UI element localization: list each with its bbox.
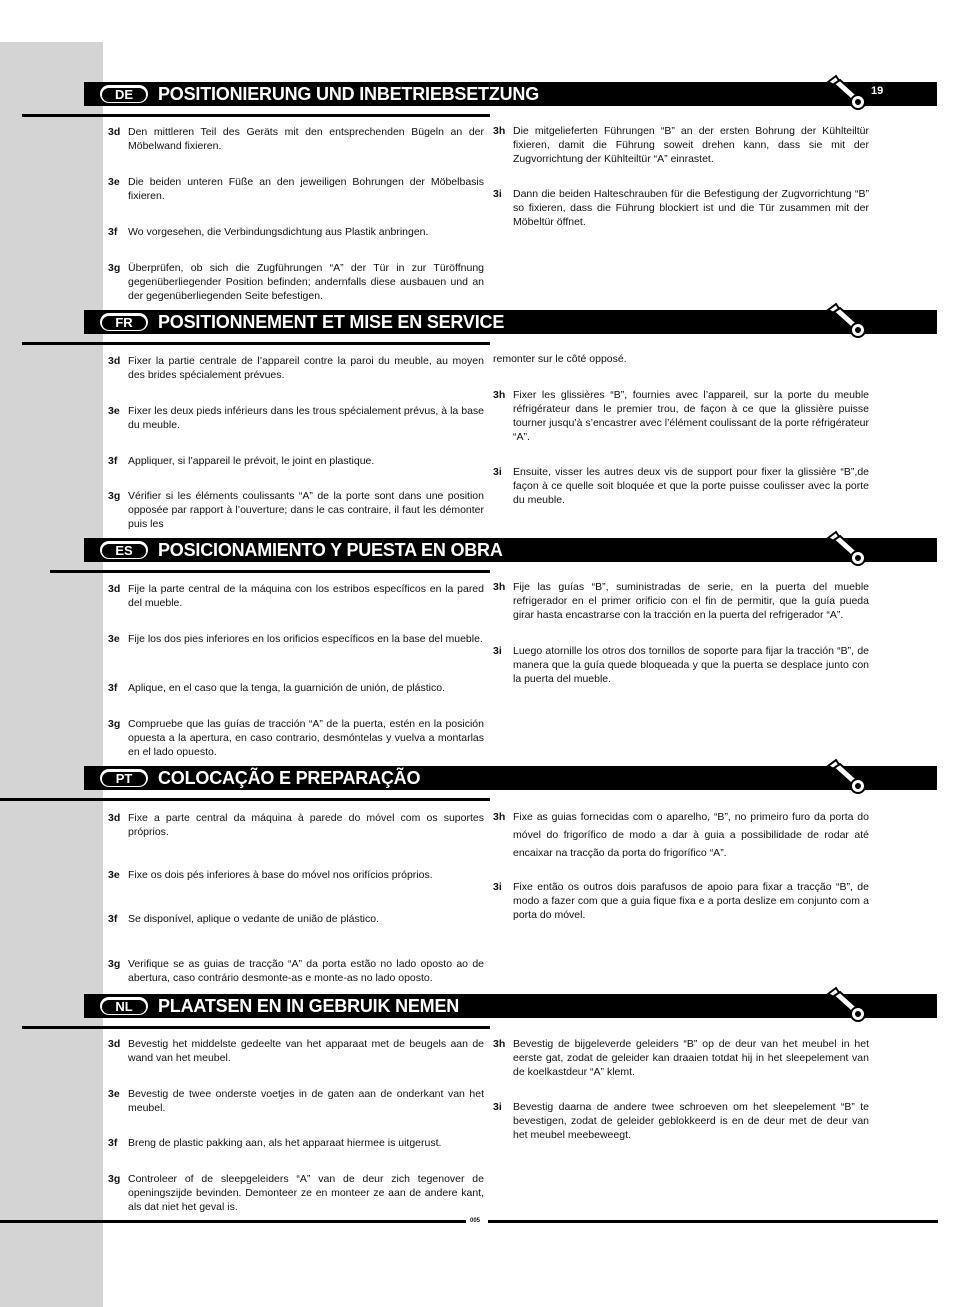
left-gray-margin bbox=[0, 42, 103, 1307]
list-item: 3h Die mitgelieferten Führungen “B” an der ersten Bohrung der Kühlteiltür fixieren, damit die Führung soweit drehen kann, dass sie mit der Zugvorrichtung der Kühlteiltür “A” einrastet. bbox=[493, 125, 869, 165]
section-title: POSITIONNEMENT ET MISE EN SERVICE bbox=[158, 312, 505, 332]
list-item: 3i Dann die beiden Halteschrauben für die Befestigung der Zugvorrichtung “B” so fixieren, dass die Führung blockiert ist und die Tür zusammen mit der Möbeltür öffnet. bbox=[493, 188, 869, 228]
wrench-icon bbox=[824, 756, 868, 796]
list-item: 3g Compruebe que las guías de tracción “A” de la puerta, estén en la posición opuesta a la apertura, en caso contrario, desmóntelas y vuelva a montarlas en el lado opuesto. bbox=[108, 718, 484, 758]
list-item: 3f Wo vorgesehen, die Verbindungsdichtung aus Plastik anbringen. bbox=[108, 226, 429, 238]
wrench-icon bbox=[824, 528, 868, 568]
page-number: 19 bbox=[871, 85, 884, 97]
language-badge: ES bbox=[100, 541, 148, 559]
section-rule bbox=[50, 570, 490, 573]
wrench-icon bbox=[824, 72, 868, 112]
list-item: 3i Ensuite, visser les autres deux vis de support pour fixer la glissière “B”,de façon à ce quelle soit bloquée et que la porte puisse coulisser avec la porte du meuble. bbox=[493, 466, 869, 506]
section-rule bbox=[0, 798, 490, 801]
wrench-icon bbox=[824, 984, 868, 1024]
list-item: 3i Fixe então os outros dois parafusos de apoio para fixar a tracção “B”, de modo a fazer com que a guia fique fixa e a porta deslize em conjunto com a porta do móvel. bbox=[493, 881, 869, 921]
list-item: 3f Appliquer, si l’appareil le prévoit, le joint en plastique. bbox=[108, 455, 375, 467]
section-title: POSICIONAMIENTO Y PUESTA EN OBRA bbox=[158, 540, 503, 560]
list-item: 3d Bevestig het middelste gedeelte van het apparaat met de beugels aan de wand van het meubel. bbox=[108, 1038, 484, 1064]
list-item: 3d Fixer la partie centrale de l’appareil contre la paroi du meuble, au moyen des brides spécialement prévues. bbox=[108, 355, 484, 381]
footer-code: 005 bbox=[470, 1218, 481, 1224]
list-item: 3e Fixer les deux pieds inférieurs dans les trous spécialement prévus, à la base du meuble. bbox=[108, 405, 484, 431]
section-rule bbox=[22, 342, 490, 345]
list-item: 3h Bevestig de bijgeleverde geleiders “B” op de deur van het meubel in het eerste gat, zodat de geleider kan draaien totdat hij in het sleepelement van de koelkastdeur “A” klemt. bbox=[493, 1038, 869, 1078]
list-item: 3e Bevestig de twee onderste voetjes in de gaten aan de onderkant van het meubel. bbox=[108, 1088, 484, 1114]
list-item: 3h Fixer les glissières “B”, fournies avec l’appareil, sur la porte du meuble réfrigérateur dans le premier trou, de façon à ce que la glissière puisse tourner jusqu’à s’encastrer avec l’élément coulissant de la porte réfrigérateur “A”. bbox=[493, 389, 870, 443]
section-title: COLOCAÇÃO E PREPARAÇÃO bbox=[158, 768, 421, 788]
section-title: PLAATSEN EN IN GEBRUIK NEMEN bbox=[158, 996, 460, 1016]
list-item: 3f Breng de plastic pakking aan, als het apparaat hiermee is uitgerust. bbox=[108, 1137, 442, 1149]
list-item: 3f Aplique, en el caso que la tenga, la guarnición de unión, de plástico. bbox=[108, 682, 445, 694]
list-item: 3f Se disponível, aplique o vedante de união de plástico. bbox=[108, 913, 380, 925]
continued-text: remonter sur le côté opposé. bbox=[493, 353, 627, 365]
list-item: 3i Luego atornille los otros dos tornillos de soporte para fijar la tracción “B”, de manera que la guía quede bloqueada y que la puerta se desplace junto con la puerta del mueble. bbox=[493, 645, 869, 685]
section-rule bbox=[22, 114, 490, 117]
section-rule bbox=[22, 1026, 490, 1029]
list-item: 3e Fixe os dois pés inferiores à base do móvel nos orifícios próprios. bbox=[108, 869, 433, 881]
language-badge: FR bbox=[100, 313, 148, 331]
language-badge: NL bbox=[100, 997, 148, 1015]
list-item: 3g Controleer of de sleepgeleiders “A” van de deur zich tegenover de openingszijde bevinden. Demonteer ze en monteer ze aan de andere kant, als dat niet het geval is. bbox=[108, 1173, 484, 1213]
language-badge: DE bbox=[100, 85, 148, 103]
section-title: POSITIONIERUNG UND INBETRIEBSETZUNG bbox=[158, 84, 540, 104]
list-item: 3e Fije los dos pies inferiores en los orificios específicos en la base del mueble. bbox=[108, 633, 483, 645]
list-item: 3e Die beiden unteren Füße an den jeweiligen Bohrungen der Möbelbasis fixieren. bbox=[108, 176, 484, 202]
list-item: 3i Bevestig daarna de andere twee schroeven om het sleepelement “B” te bevestigen, zodat de geleider geblokkeerd is en de deur met de deur van het meubel meebeweegt. bbox=[493, 1101, 869, 1141]
wrench-icon bbox=[824, 300, 868, 340]
list-item: 3g Vérifier si les éléments coulissants “A” de la porte sont dans une position opposée par rapport à l’ouverture; dans le cas contraire, il faut les démonter puis les bbox=[108, 490, 484, 530]
list-item: 3d Den mittleren Teil des Geräts mit den entsprechenden Bügeln an der Möbelwand fixieren. bbox=[108, 126, 484, 152]
footer-rule-left bbox=[0, 1220, 466, 1223]
list-item: 3h Fije las guías “B”, suministradas de serie, en la puerta del mueble refrigerador en el primer orificio con el fin de permitir, que la guía pueda girar hasta encastrarse con la tracción en la puerta del refrigerador “A”. bbox=[493, 581, 869, 621]
list-item: 3g Verifique se as guias de tracção “A” da porta estão no lado oposto ao de abertura, caso contrário desmonte-as e monte-as no lado oposto. bbox=[108, 958, 484, 984]
list-item: 3h Fixe as guias fornecidas com o aparelho, “B”, no primeiro furo da porta do móvel do frigorífico de modo a dar à guia a possibilidade de rodar até encaixar na tracção da porta do frigorífico “A”. bbox=[493, 811, 869, 859]
list-item: 3d Fije la parte central de la máquina con los estribos específicos en la pared del mueble. bbox=[108, 583, 484, 609]
list-item: 3g Überprüfen, ob sich die Zugführungen “A” der Tür in zur Türöffnung gegenüberliegender Position befinden; andernfalls diese ausbauen und an der gegenüberliegenden Seite befestigen. bbox=[108, 262, 484, 302]
footer-rule-right bbox=[488, 1220, 938, 1223]
language-badge: PT bbox=[100, 769, 148, 787]
list-item: 3d Fixe a parte central da máquina à parede do móvel com os suportes próprios. bbox=[108, 812, 484, 838]
